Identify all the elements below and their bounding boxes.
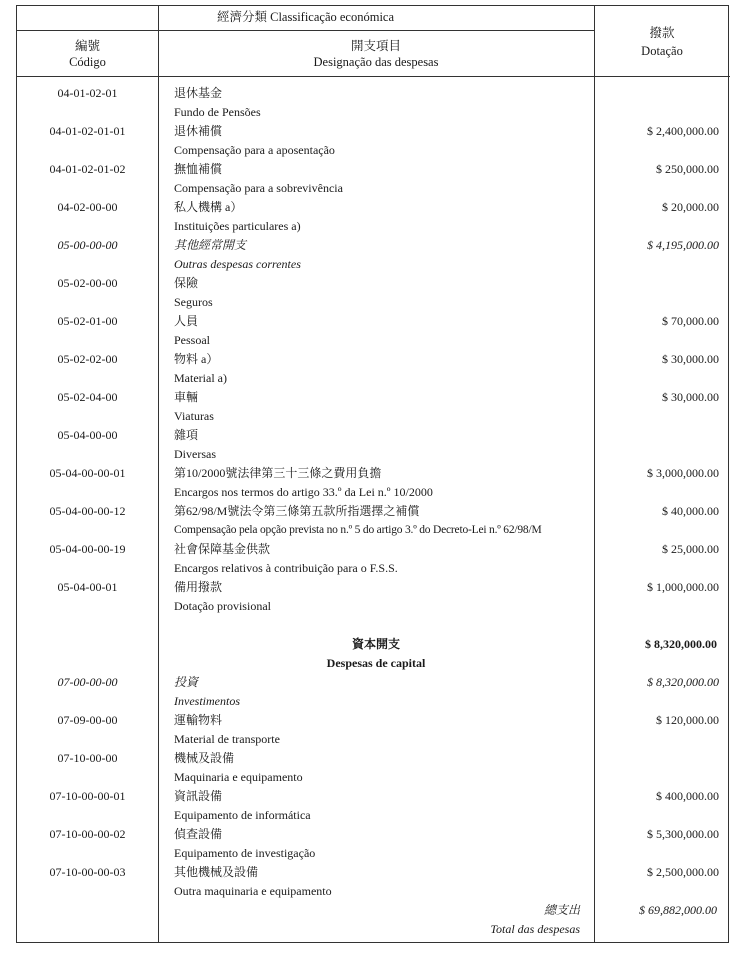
- row-description-pt: Seguros: [174, 295, 213, 309]
- table-row: [17, 236, 730, 274]
- row-code: 05-00-00-00: [57, 238, 118, 252]
- row-description-zh: 保險: [174, 276, 199, 290]
- row-description-pt: Investimentos: [174, 694, 240, 708]
- row-description-zh: 運輸物料: [174, 713, 223, 727]
- row-description-pt: Dotação provisional: [174, 599, 271, 613]
- row-amount: $ 1,000,000.00: [647, 580, 719, 594]
- description-header-zh: 開支項目: [350, 39, 401, 53]
- row-code: 05-04-00-00-12: [49, 504, 126, 518]
- table-row: [17, 578, 730, 616]
- row-amount: $ 8,320,000.00: [647, 675, 719, 689]
- table-row: [17, 711, 730, 749]
- row-amount: $ 20,000.00: [662, 200, 719, 214]
- row-description-pt: Equipamento de informática: [174, 808, 311, 822]
- row-description-zh: 物料 a）: [174, 352, 219, 366]
- row-code: 07-00-00-00: [57, 675, 118, 689]
- row-description-zh: 退休基金: [174, 86, 223, 100]
- row-description-zh: 偵查設備: [174, 827, 223, 841]
- row-code: 07-09-00-00: [57, 713, 118, 727]
- code-header-pt: Código: [69, 55, 106, 69]
- row-description-zh: 機械及設備: [174, 751, 235, 765]
- row-code: 05-02-04-00: [57, 390, 118, 404]
- table-row: [17, 464, 730, 502]
- row-amount: $ 30,000.00: [662, 352, 719, 366]
- row-code: 05-04-00-00-19: [49, 542, 126, 556]
- row-description-pt: Maquinaria e equipamento: [174, 770, 303, 784]
- row-amount: $ 250,000.00: [656, 162, 719, 176]
- row-description-pt: Encargos nos termos do artigo 33.º da Lei n.º 10/2000: [174, 485, 433, 499]
- row-code: 05-02-00-00: [57, 276, 118, 290]
- row-description-zh: 人員: [174, 314, 199, 328]
- row-amount: $ 120,000.00: [656, 713, 719, 727]
- table-row: [17, 749, 730, 787]
- row-description-zh: 其他經常開支: [174, 238, 247, 252]
- table-row: [17, 84, 730, 122]
- row-code: 07-10-00-00-01: [49, 789, 126, 803]
- row-amount: $ 3,000,000.00: [647, 466, 719, 480]
- row-description-zh: 第10/2000號法律第三十三條之費用負擔: [174, 466, 382, 480]
- header-divider-lower: [17, 76, 730, 77]
- capital-heading-pt: Despesas de capital: [326, 656, 426, 670]
- table-row: [17, 673, 730, 711]
- table-row: [17, 274, 730, 312]
- row-description-zh: 投資: [174, 675, 199, 689]
- capital-heading-zh: 資本開支: [351, 637, 400, 651]
- row-description-pt: Encargos relativos à contribuição para o F.S.S.: [174, 561, 398, 575]
- row-code: 07-10-00-00: [57, 751, 118, 765]
- row-description-pt: Material de transporte: [174, 732, 280, 746]
- row-description-pt: Outra maquinaria e equipamento: [174, 884, 332, 898]
- table-row: [17, 825, 730, 863]
- table-row: [17, 388, 730, 426]
- row-code: 05-02-02-00: [57, 352, 118, 366]
- row-description-zh: 資訊設備: [174, 789, 223, 803]
- table-row: [17, 122, 730, 160]
- classification-header: 經濟分類 Classificação económica: [216, 10, 395, 24]
- description-header-pt: Designação das despesas: [313, 55, 439, 69]
- total-label-zh: 總支出: [543, 903, 580, 917]
- row-description-zh: 退休補償: [174, 124, 223, 138]
- row-code: 04-01-02-01-02: [49, 162, 126, 176]
- row-amount: $ 25,000.00: [662, 542, 719, 556]
- table-row: [17, 350, 730, 388]
- header-divider-upper: [17, 30, 594, 31]
- table-row: [17, 540, 730, 578]
- row-code: 05-04-00-01: [57, 580, 118, 594]
- row-description-pt: Equipamento de investigação: [174, 846, 316, 860]
- row-amount: $ 30,000.00: [662, 390, 719, 404]
- table-row: [17, 312, 730, 350]
- total-label-pt: Total das despesas: [490, 922, 580, 936]
- code-header-zh: 編號: [74, 39, 100, 53]
- amount-header-zh: 撥款: [649, 26, 675, 40]
- row-amount: $ 4,195,000.00: [647, 238, 719, 252]
- row-code: 07-10-00-00-02: [49, 827, 126, 841]
- row-description-zh: 私人機構 a）: [174, 200, 243, 214]
- table-row: [17, 160, 730, 198]
- total-amount: $ 69,882,000.00: [639, 903, 717, 917]
- row-amount: $ 2,500,000.00: [647, 865, 719, 879]
- row-code: 04-01-02-01-01: [49, 124, 126, 138]
- table-row: [17, 787, 730, 825]
- row-description-pt: Pessoal: [174, 333, 210, 347]
- row-description-pt: Compensação para a aposentação: [174, 143, 335, 157]
- row-description-pt: Fundo de Pensões: [174, 105, 261, 119]
- row-description-zh: 撫恤補償: [174, 162, 223, 176]
- row-description-zh: 社會保障基金供款: [174, 542, 271, 556]
- amount-header-pt: Dotação: [641, 44, 683, 58]
- row-description-zh: 車輛: [174, 390, 199, 404]
- row-description-zh: 雜項: [174, 428, 199, 442]
- row-amount: $ 70,000.00: [662, 314, 719, 328]
- row-description-pt: Compensação para a sobrevivência: [174, 181, 343, 195]
- row-description-pt: Material a): [174, 371, 227, 385]
- table-row: [17, 426, 730, 464]
- row-code: 05-02-01-00: [57, 314, 118, 328]
- row-code: 04-02-00-00: [57, 200, 118, 214]
- row-code: 05-04-00-00: [57, 428, 118, 442]
- row-description-pt: Outras despesas correntes: [174, 257, 301, 271]
- row-description-pt: Diversas: [174, 447, 216, 461]
- capital-amount: $ 8,320,000.00: [645, 637, 717, 651]
- row-description-pt: Viaturas: [174, 409, 214, 423]
- row-description-pt: Compensação pela opção prevista no n.º 5 do artigo 3.º do Decreto-Lei n.º 62/98/M: [174, 524, 542, 536]
- row-code: 05-04-00-00-01: [49, 466, 126, 480]
- table-row: [17, 502, 730, 540]
- row-code: 07-10-00-00-03: [49, 865, 126, 879]
- table-row: [17, 863, 730, 901]
- row-amount: $ 400,000.00: [656, 789, 719, 803]
- row-description-zh: 備用撥款: [174, 580, 223, 594]
- row-amount: $ 40,000.00: [662, 504, 719, 518]
- table-row: [17, 198, 730, 236]
- row-description-zh: 其他機械及設備: [174, 865, 259, 879]
- row-code: 04-01-02-01: [57, 86, 118, 100]
- budget-table: [16, 5, 729, 943]
- row-amount: $ 2,400,000.00: [647, 124, 719, 138]
- row-description-pt: Instituições particulares a): [174, 219, 301, 233]
- row-description-zh: 第62/98/M號法令第三條第五款所指選擇之補償: [174, 504, 420, 518]
- row-amount: $ 5,300,000.00: [647, 827, 719, 841]
